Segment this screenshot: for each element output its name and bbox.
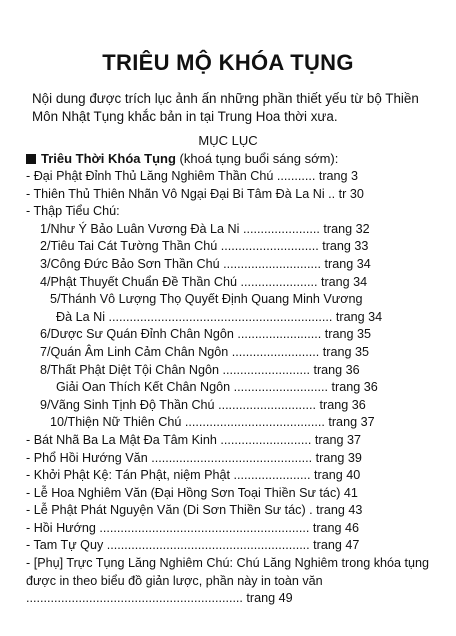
toc-entry: 8/Thất Phật Diệt Tội Chân Ngôn ......................... trang 36 <box>40 362 360 377</box>
toc-entry: - Bát Nhã Ba La Mật Đa Tâm Kinh .......................... trang 37 <box>26 432 362 447</box>
toc-entry: 4/Phật Thuyết Chuẩn Đề Thần Chú ...................... trang 34 <box>40 274 368 289</box>
table-of-contents <box>26 168 434 608</box>
toc-entry: - Tam Tự Quy .......................................................... trang 47 <box>26 538 360 553</box>
toc-entry: Đà La Ni ................................................................ trang 34 <box>56 309 383 324</box>
toc-entry: 5/Thánh Vô Lượng Thọ Quyết Định Quang Minh Vương <box>50 292 363 307</box>
toc-entry: - Thiên Thủ Thiên Nhãn Vô Ngại Đại Bi Tâm Đà La Ni .. tr 30 <box>26 186 364 201</box>
toc-entry: - Lễ Phật Phát Nguyện Văn (Di Sơn Thiền Sư tác) . trang 43 <box>26 503 363 518</box>
toc-entry: - Lễ Hoa Nghiêm Văn (Đại Hồng Sơn Toại Thiền Sư tác) 41 <box>26 485 358 500</box>
intro-paragraph: Nội dung được trích lục ảnh ấn những phần thiết yếu từ bộ Thiền Môn Nhật Tụng khắc bản in tại Trung Hoa thời xưa. <box>32 91 419 124</box>
toc-entry: - Thập Tiểu Chú: <box>26 204 120 219</box>
toc-heading: MỤC LỤC <box>198 133 258 148</box>
toc-entry: 7/Quán Âm Linh Cảm Chân Ngôn ......................... trang 35 <box>40 344 369 359</box>
toc-entry: Giải Oan Thích Kết Chân Ngôn ........................... trang 36 <box>56 380 378 395</box>
page-title: TRIÊU MỘ KHÓA TỤNG <box>102 50 354 75</box>
toc-entry: - Hồi Hướng ............................................................ trang 46 <box>26 520 360 535</box>
toc-entry: 6/Dược Sư Quán Đỉnh Chân Ngôn ........................ trang 35 <box>40 327 372 342</box>
section-title: Triêu Thời Khóa Tụng <box>41 151 176 166</box>
toc-entry: - Phổ Hồi Hướng Văn .............................................. trang 39 <box>26 450 362 465</box>
toc-entry: 1/Như Ý Bảo Luân Vương Đà La Ni ...................... trang 32 <box>40 221 370 236</box>
section-header <box>26 151 436 166</box>
toc-entry: 2/Tiêu Tai Cát Tường Thần Chú ............................ trang 33 <box>40 239 369 254</box>
toc-entry: - Khởi Phật Kệ: Tán Phật, niệm Phật ...................... trang 40 <box>26 468 361 483</box>
toc-entry: 3/Công Đức Bảo Sơn Thần Chú ............................ trang 34 <box>40 256 371 271</box>
toc-entry: 10/Thiện Nữ Thiên Chú ........................................ trang 37 <box>50 415 375 430</box>
black-square-bullet-icon <box>26 154 36 164</box>
section-note: (khoá tụng buổi sáng sớm): <box>179 151 339 166</box>
toc-entry: 9/Vãng Sinh Tịnh Độ Thần Chú ............................ trang 36 <box>40 397 366 412</box>
toc-entry-appendix: - [Phụ] Trực Tụng Lăng Nghiêm Chú: Chú Lăng Nghiêm trong khóa tụng được in theo biểu đồ giản lược, phần này in toàn văn .............................................................. trang 49 <box>26 556 430 606</box>
toc-entry: - Đại Phật Đỉnh Thủ Lăng Nghiêm Thần Chú ........... trang 3 <box>26 169 359 183</box>
